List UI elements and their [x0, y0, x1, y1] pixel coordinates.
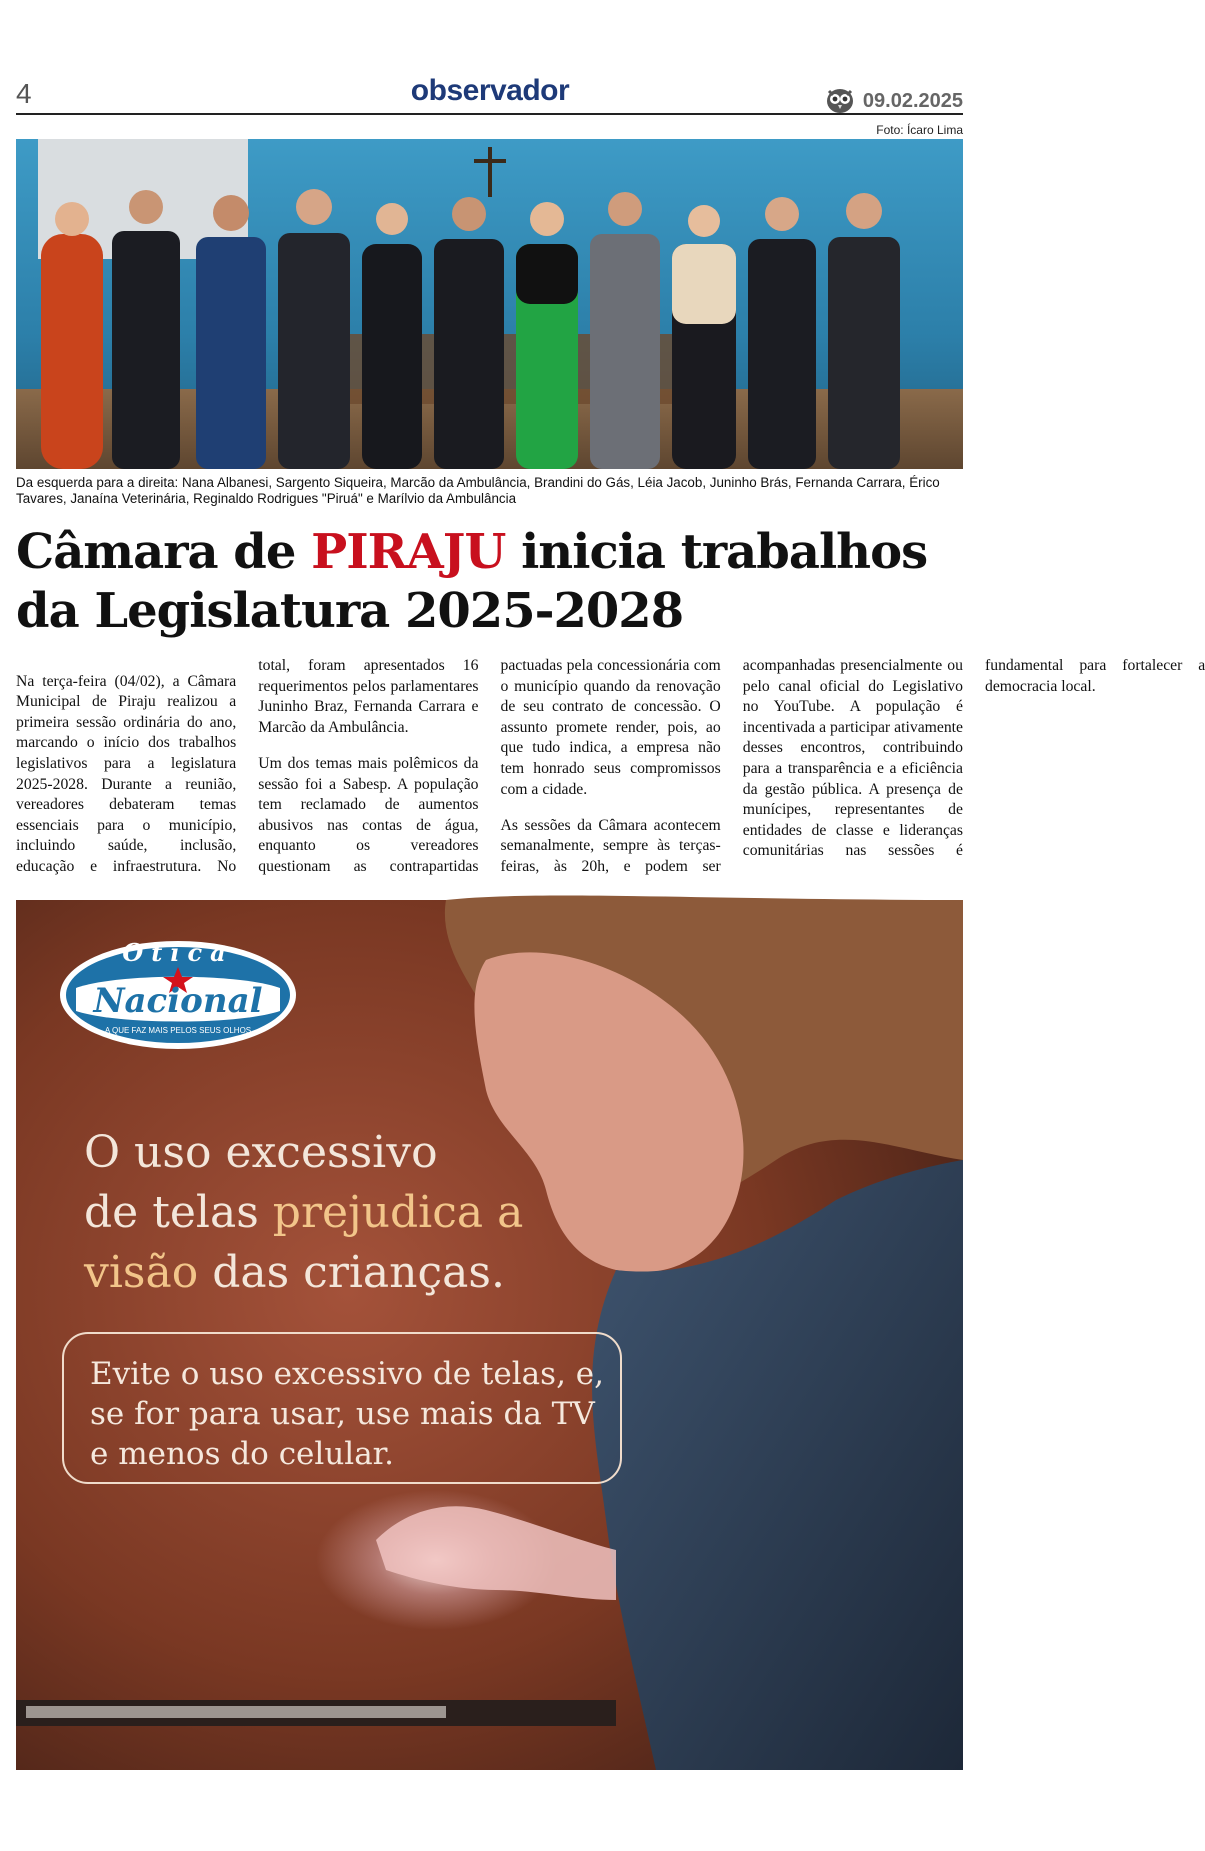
- otica-nacional-logo: [58, 933, 298, 1058]
- ad-headline-line2a: de telas: [84, 1187, 273, 1238]
- headline-part2: inicia trabalhos da Legislatura 2025-2028: [16, 524, 928, 639]
- logo-slogan: A QUE FAZ MAIS PELOS SEUS OLHOS: [104, 1026, 252, 1035]
- article-body: [16, 656, 1205, 892]
- page-number: 4: [16, 78, 32, 109]
- ad-headline-line3b: das crianças.: [198, 1247, 505, 1298]
- ad-message-text: Evite o uso excessivo de telas, e, se for para usar, use mais da TV e menos do celular.: [90, 1356, 604, 1472]
- article-paragraph: As sessões da Câmara acontecem semanalmente, sempre às terças-feiras, às 20h, e podem ser acompanhadas presencialmente ou pelo canal oficial do Legislativo no YouTube. A população é incentivada a participar ativamente desses encontros, contribuindo para a transparência e a eficiência da gestão pública. A presença de munícipes, representantes de entidades de classe e lideranças comunitárias nas sessões é fundamental para fortalecer a democracia local.: [500, 657, 1205, 876]
- ad-headline-line2b: prejudica a: [272, 1187, 524, 1238]
- article-paragraph: Um dos temas mais polêmicos da sessão foi a Sabesp. A população tem reclamado de aumentos abusivos nas contas de água, enquanto os vereadores questionam as contrapartidas pactuadas pela concessionária com o município quando da renovação de seu contrato de concessão. O assunto promete render, pois, ao que tudo indica, a empresa não tem honrado seus compromissos com a cidade.: [258, 657, 721, 876]
- ad-headline-line3a: visão: [84, 1247, 199, 1298]
- article-paragraph: Na terça-feira (04/02), a Câmara Municipal de Piraju realizou a primeira sessão ordinária do ano, marcando o início dos trabalhos legislativos para a legislatura 2025-2028. Durante a reunião, vereadores debateram temas essenciais para o município, incluindo saúde, inclusão, educação e infraestrutura. No total, foram apresentados 16 requerimentos pelos parlamentares Juninho Braz, Fernanda Carrara e Marcão da Ambulância.: [16, 657, 479, 876]
- header-rule: [16, 113, 963, 115]
- council-group-photo: [16, 139, 963, 469]
- headline-highlight: PIRAJU: [311, 524, 506, 580]
- owl-icon: [825, 86, 855, 116]
- brand-logo-graphic: [58, 933, 298, 1053]
- issue-date: [825, 86, 963, 116]
- article-headline: [16, 523, 963, 641]
- photo-illustration: [16, 139, 963, 469]
- ad-headline: [84, 1123, 644, 1303]
- date-text: 09.02.2025: [862, 89, 963, 112]
- photo-caption: Da esquerda para a direita: Nana Albanesi, Sargento Siqueira, Marcão da Ambulância, Brandini do Gás, Léia Jacob, Juninho Brás, Fernanda Carrara, Érico Tavares, Janaína Veterinária, Reginaldo Rodrigues "Piruá" e Marílvio da Ambulância: [16, 475, 940, 506]
- ad-headline-line1: O uso excessivo: [84, 1127, 438, 1178]
- logo-top-text: Otica: [122, 938, 234, 967]
- logo-main-text: Nacional: [93, 981, 263, 1021]
- photo-credit: Foto: Ícaro Lima: [876, 123, 963, 137]
- masthead-logo: observador: [410, 74, 570, 107]
- headline-part1: Câmara de: [16, 524, 312, 580]
- optical-store-advertisement: [16, 900, 963, 1770]
